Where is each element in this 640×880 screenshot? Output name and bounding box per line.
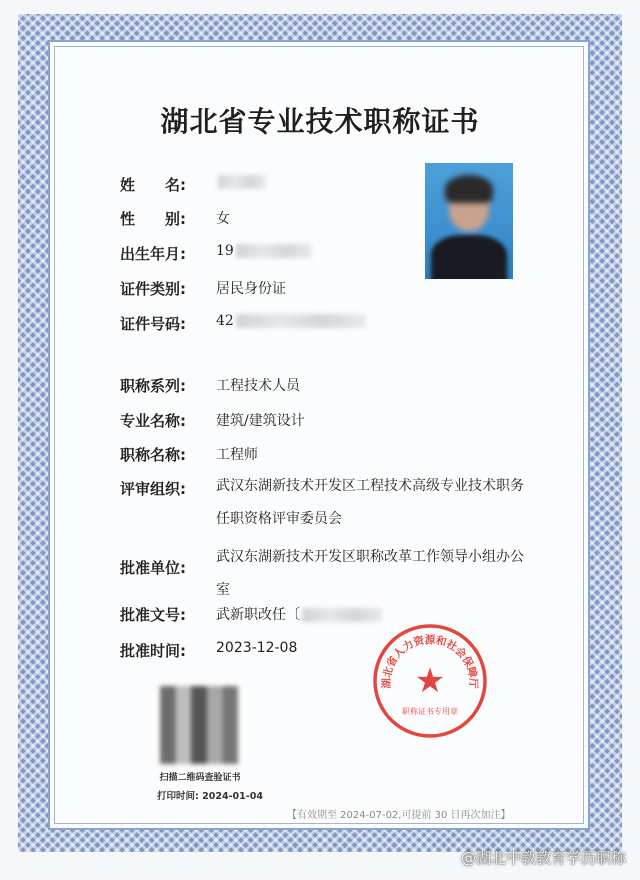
- field-label: 批准文号:: [120, 606, 186, 624]
- field-label: 专业名称:: [120, 412, 186, 430]
- qr-caption: 扫描二维码查验证书: [159, 773, 241, 783]
- official-seal: [371, 622, 489, 740]
- holder-photo: [425, 163, 513, 279]
- field-label: 批准单位:: [120, 559, 186, 577]
- field-value: 武新职改任〔: [216, 604, 546, 624]
- redaction-blur: [236, 314, 366, 328]
- field-label: 证件类别:: [120, 280, 186, 298]
- validity-note: 【有效期至 2024-07-02,可提前 30 日再次加注】: [287, 810, 511, 821]
- field-label: 评审组织:: [120, 480, 186, 498]
- field-label: 姓 名:: [120, 176, 186, 194]
- field-value: 建筑/建筑设计: [216, 413, 305, 429]
- print-time-value: 2024-01-04: [202, 791, 263, 802]
- photo-body: [431, 235, 507, 279]
- seal-star: ★: [414, 661, 446, 701]
- field-label: 出生年月:: [120, 245, 186, 263]
- field-value: 19: [216, 243, 546, 259]
- print-time: [140, 788, 280, 802]
- field-value: 42: [216, 313, 546, 329]
- watermark: @湖北中教教育学历职称: [460, 849, 626, 867]
- field-label: 性 别:: [120, 210, 186, 228]
- field-label: 证件号码:: [120, 315, 186, 333]
- seal-subtext: 职称证书专用章: [402, 707, 458, 716]
- verification-qr-code[interactable]: [160, 686, 238, 764]
- redaction-blur: [302, 608, 382, 622]
- field-label: 批准时间:: [120, 642, 186, 660]
- field-label: 职称系列:: [120, 377, 186, 395]
- redaction-blur: [236, 244, 312, 258]
- redaction-blur: [218, 175, 266, 189]
- certificate-inner-frame: [48, 40, 590, 830]
- field-value: 工程师: [216, 447, 258, 463]
- photo-hair: [445, 175, 493, 203]
- field-value: 居民身份证: [216, 281, 286, 297]
- field-value: 武汉东湖新技术开发区工程技术高级专业技术职务任职资格评审委员会: [216, 478, 524, 527]
- field-label: 职称名称:: [120, 446, 186, 464]
- field-value: 女: [216, 211, 230, 227]
- field-value: 2023-12-08: [216, 640, 298, 656]
- field-value: 武汉东湖新技术开发区职称改革工作领导小组办公室: [216, 549, 524, 598]
- print-time-label: 打印时间:: [157, 791, 199, 802]
- seal-text: 湖北省人力资源和社会保障厅: [380, 634, 480, 689]
- certificate-title: 湖北省专业技术职称证书: [160, 105, 480, 138]
- field-value: 工程技术人员: [216, 378, 300, 394]
